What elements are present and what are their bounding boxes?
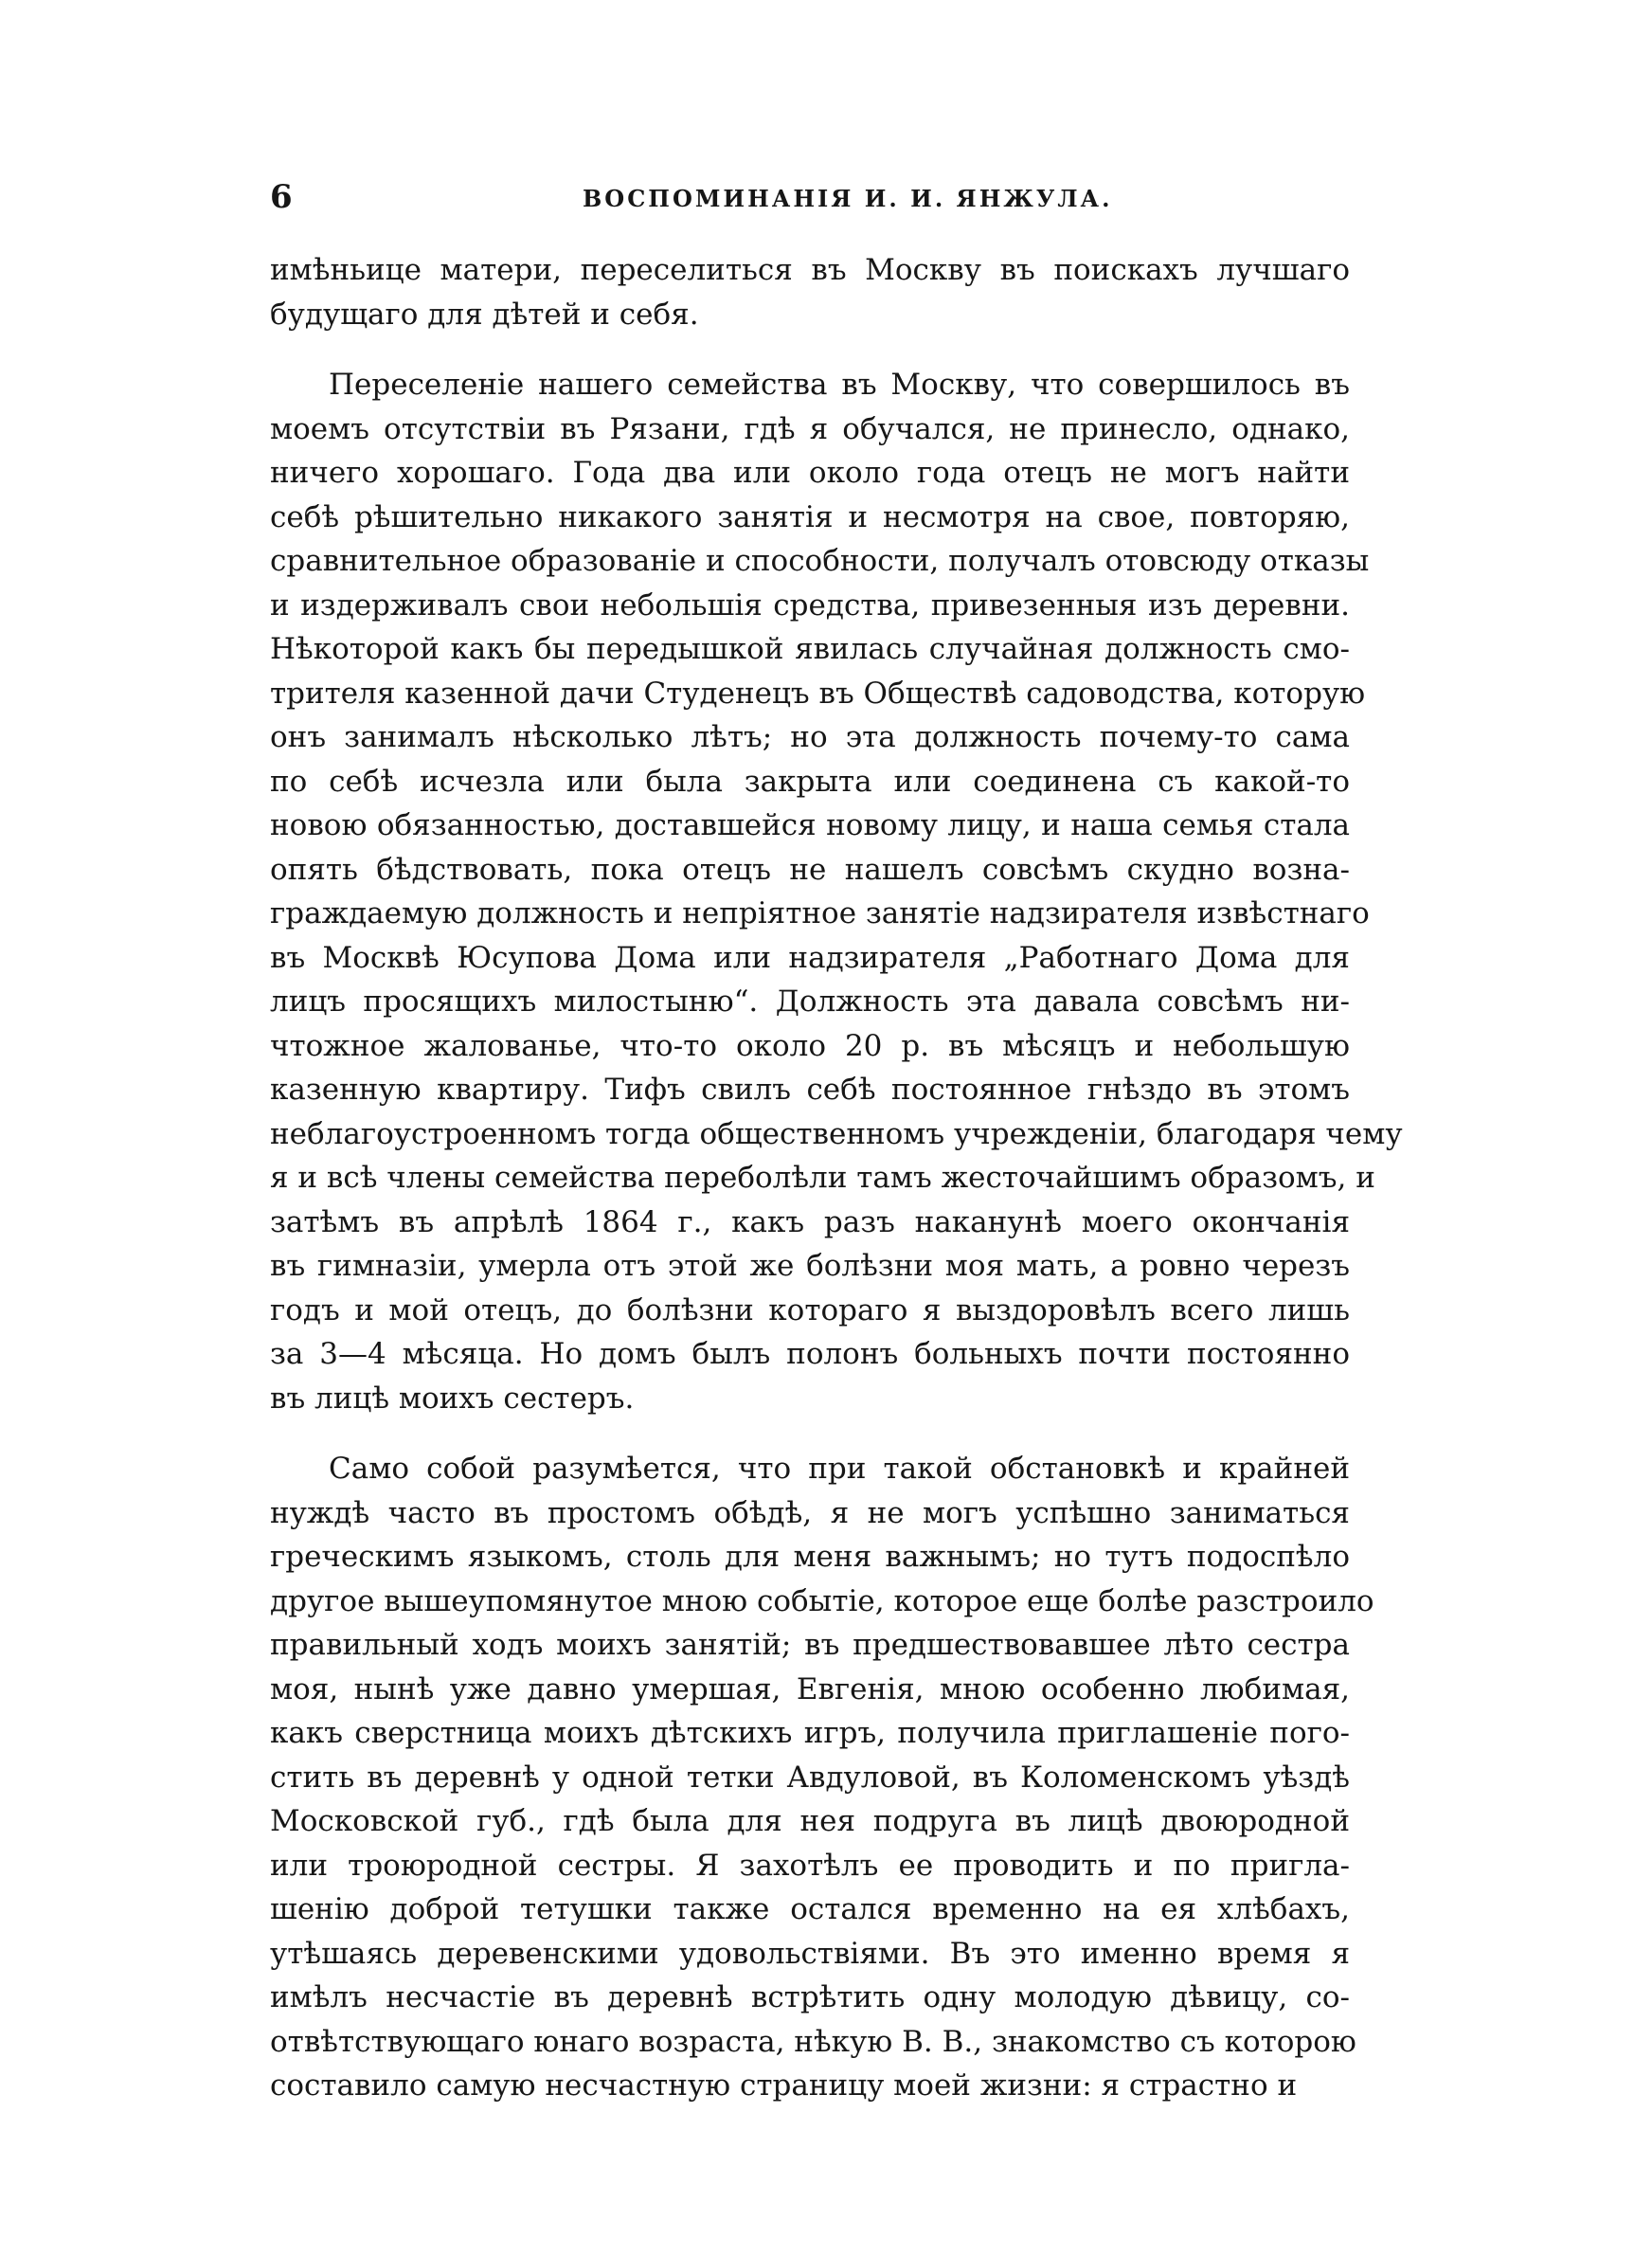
- text-line: неблагоустроенномъ тогда общественномъ учрежденіи, благодаря чему: [270, 1116, 1403, 1151]
- text-line: въ Москвѣ Юсупова Дома или надзирателя „Работнаго Дома для: [270, 940, 1350, 975]
- text-line: трителя казенной дачи Студенецъ въ Обществѣ садоводства, которую: [270, 676, 1366, 711]
- paragraph: [270, 248, 1350, 336]
- text-line: нуждѣ часто въ простомъ обѣдѣ, я не могъ успѣшно заниматься: [270, 1495, 1350, 1530]
- text-line: имѣлъ несчастіе въ деревнѣ встрѣтить одну молодую дѣвицу, со-: [270, 1980, 1350, 2014]
- page-header: [270, 173, 1350, 221]
- text-line: Нѣкоторой какъ бы передышкой явилась случайная должность смо-: [270, 632, 1350, 666]
- text-line: годъ и мой отецъ, до болѣзни котораго я выздоровѣлъ всего лишь: [270, 1292, 1350, 1327]
- text-line: отвѣтствующаго юнаго возраста, нѣкую В. В., знакомство съ которою: [270, 2024, 1356, 2059]
- text-line: Московской губ., гдѣ была для нея подруга въ лицѣ двоюродной: [270, 1804, 1350, 1838]
- page-number: 6: [270, 178, 293, 216]
- running-title: ВОСПОМИНАНІЯ И. И. ЯНЖУЛА.: [583, 185, 1113, 212]
- text-line: чтожное жалованье, что-то около 20 р. въ мѣсяцъ и небольшую: [270, 1028, 1350, 1063]
- text-line: или троюродной сестры. Я захотѣлъ ее проводить и по пригла-: [270, 1848, 1350, 1883]
- text-line: греческимъ языкомъ, столь для меня важнымъ; но тутъ подоспѣло: [270, 1540, 1350, 1574]
- body-text: [270, 248, 1403, 2108]
- text-line: опять бѣдствовать, пока отецъ не нашелъ совсѣмъ скудно возна-: [270, 852, 1350, 887]
- paragraph: [270, 363, 1403, 1420]
- text-line: правильный ходъ моихъ занятій; въ предшествовавшее лѣто сестра: [270, 1628, 1350, 1662]
- text-line: въ лицѣ моихъ сестеръ.: [270, 1381, 635, 1416]
- text-line: сравнительное образованіе и способности, получалъ отовсюду отказы: [270, 544, 1370, 578]
- text-line: моя, нынѣ уже давно умершая, Евгенія, мною особенно любимая,: [270, 1671, 1350, 1706]
- text-line: себѣ рѣшительно никакого занятія и несмотря на свое, повторяю,: [270, 499, 1350, 534]
- text-line: Переселеніе нашего семейства въ Москву, что совершилось въ: [329, 368, 1350, 402]
- paragraph-gap: [270, 1420, 1350, 1447]
- paragraph: [270, 1447, 1374, 2108]
- text-line: утѣшаясь деревенскими удовольствіями. Въ это именно время я: [270, 1936, 1350, 1971]
- text-line: граждаемую должность и непріятное занятіе надзирателя извѣстнаго: [270, 896, 1370, 930]
- text-line: казенную квартиру. Тифъ свилъ себѣ постоянное гнѣздо въ этомъ: [270, 1073, 1350, 1107]
- text-line: ничего хорошаго. Года два или около года отецъ не могъ найти: [270, 456, 1350, 490]
- text-line: другое вышеупомянутое мною событіе, которое еще болѣе разстроило: [270, 1583, 1374, 1618]
- text-line: будущаго для дѣтей и себя.: [270, 297, 699, 332]
- text-line: имѣньице матери, переселиться въ Москву въ поискахъ лучшаго: [270, 253, 1350, 287]
- text-line: по себѣ исчезла или была закрыта или соединена съ какой-то: [270, 764, 1350, 799]
- text-line: новою обязанностью, доставшейся новому лицу, и наша семья стала: [270, 808, 1350, 842]
- text-line: шенію доброй тетушки также остался временно на ея хлѣбахъ,: [270, 1892, 1350, 1926]
- text-line: онъ занималъ нѣсколько лѣтъ; но эта должность почему-то сама: [270, 720, 1350, 754]
- text-line: и издерживалъ свои небольшія средства, привезенныя изъ деревни.: [270, 587, 1350, 623]
- text-line: затѣмъ въ апрѣлѣ 1864 г., какъ разъ наканунѣ моего окончанія: [270, 1204, 1350, 1239]
- text-line: я и всѣ члены семейства переболѣли тамъ жесточайшимъ образомъ, и: [270, 1161, 1375, 1195]
- text-line: въ гимназіи, умерла отъ этой же болѣзни моя мать, а ровно черезъ: [270, 1249, 1350, 1283]
- paragraph-gap: [270, 336, 1350, 363]
- text-line: составило самую несчастную страницу моей жизни: я страстно и: [270, 2068, 1298, 2103]
- text-line: Само собой разумѣется, что при такой обстановкѣ и крайней: [329, 1452, 1350, 1486]
- text-line: моемъ отсутствіи въ Рязани, гдѣ я обучался, не принесло, однако,: [270, 411, 1350, 446]
- text-line: лицъ просящихъ милостыню“. Должность эта давала совсѣмъ ни-: [270, 984, 1350, 1019]
- text-line: стить въ деревнѣ у одной тетки Авдуловой, въ Коломенскомъ уѣздѣ: [270, 1760, 1350, 1795]
- text-line: за 3—4 мѣсяца. Но домъ былъ полонъ больныхъ почти постоянно: [270, 1337, 1350, 1371]
- text-line: какъ сверстница моихъ дѣтскихъ игръ, получила приглашеніе пого-: [270, 1716, 1350, 1750]
